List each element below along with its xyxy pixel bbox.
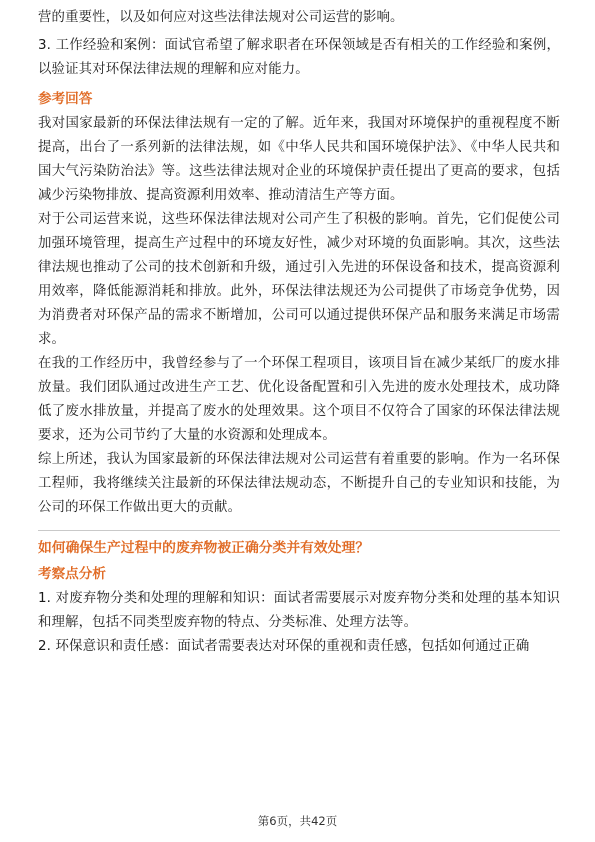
analysis-item-3: 3. 工作经验和案例：面试官希望了解求职者在环保领域是否有相关的工作经验和案例，以验证其对环保法律法规的理解和应对能力。 (38, 38, 560, 77)
analysis-item-2: 2. 环保意识和责任感：面试者需要表达对环保的重视和责任感，包括如何通过正确 (38, 639, 530, 654)
analysis-item-1: 1. 对废弃物分类和处理的理解和知识：面试者需要展示对废弃物分类和处理的基本知识和理解，包括不同类型废弃物的特点、分类标准、处理方法等。 (38, 591, 560, 630)
section-divider (38, 530, 560, 531)
answer-paragraph-1: 我对国家最新的环保法律法规有一定的了解。近年来，我国对环境保护的重视程度不断提高，出台了一系列新的法律法规，如《中华人民共和国环境保护法》、《中华人民共和国大气污染防治法》等。这些法律法规对企业的环境保护责任提出了更高的要求，包括减少污染物排放、提高资源利用效率、推动清洁生产等方面。 (38, 116, 560, 203)
answer-heading: 参考回答 (38, 91, 93, 107)
page-footer: 第6页，共42页 (257, 814, 338, 828)
answer-paragraph-2: 对于公司运营来说，这些环保法律法规对公司产生了积极的影响。首先，它们促使公司加强环境管理，提高生产过程中的环境友好性，减少对环境的负面影响。其次，这些法律法规也推动了公司的技术创新和升级，通过引入先进的环保设备和技术，提高资源利用效率，降低能源消耗和排放。此外，环保法律法规还为公司提供了市场竞争优势，因为消费者对环保产品的需求不断增加，公司可以通过提供环保产品和服务来满足市场需求。 (38, 212, 560, 347)
question-title: 如何确保生产过程中的废弃物被正确分类并有效处理？ (38, 540, 370, 556)
analysis-heading: 考察点分析 (38, 566, 106, 582)
answer-paragraph-4: 综上所述，我认为国家最新的环保法律法规对公司运营有着重要的影响。作为一名环保工程师，我将继续关注最新的环保法律法规动态，不断提升自己的专业知识和技能，为公司的环保工作做出更大的贡献。 (38, 452, 560, 515)
document-page (38, 6, 560, 659)
answer-paragraph-3: 在我的工作经历中，我曾经参与了一个环保工程项目，该项目旨在减少某纸厂的废水排放量。我们团队通过改进生产工艺、优化设备配置和引入先进的废水处理技术，成功降低了废水排放量，并提高了废水的处理效果。这个项目不仅符合了国家的环保法律法规要求，还为公司节约了大量的水资源和处理成本。 (38, 356, 560, 443)
continuation-line: 营的重要性，以及如何应对这些法律法规对公司运营的影响。 (38, 10, 404, 25)
